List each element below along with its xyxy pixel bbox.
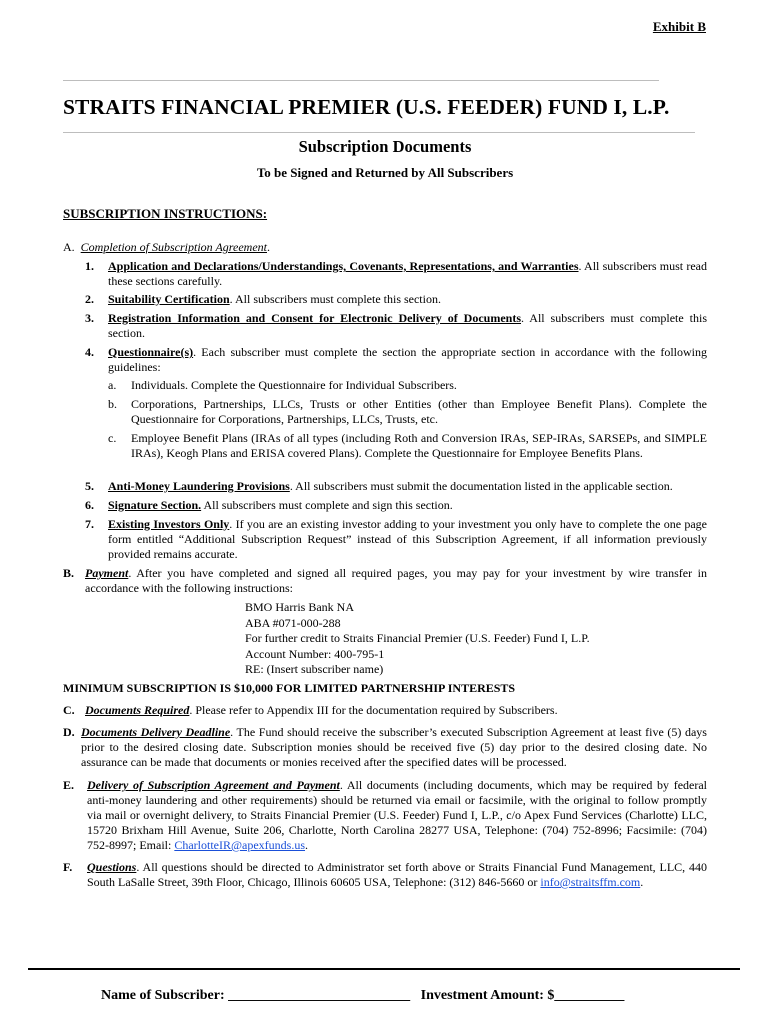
footer-signature-line[interactable]: Name of Subscriber: __________________________ Investment Amount: $__________ [101, 988, 625, 1003]
document-subtitle: Subscription Documents [298, 137, 472, 156]
item-title: Existing Investors Only [108, 517, 230, 531]
footer-divider [28, 968, 740, 970]
section-e-text: . All documents (including documents, which may be required by federal anti-money laundering and other requirements) should be returned via email or facsimile, with the original to follow promptly via mail or overnight delivery, to Straits Financial Premier (U.S. Feeder) Fund I, L.P., c/o Apex Fund Services (Charlotte) LLC, 15720 Brixham Hill Avenue, Suite 206, Charlotte, North Carolina 28277 USA, Telephone: (704) 752-8996; Facsimile: (704) 752-8997; Email: [87, 778, 707, 852]
item-title: Signature Section. [108, 498, 202, 512]
wire-line: Account Number: 400-795-1 [245, 646, 385, 661]
section-e [63, 778, 707, 853]
item-text: . All subscribers must read these sections carefully. [108, 259, 707, 288]
subitem-letter: a. [108, 378, 117, 392]
section-a-item-1 [85, 259, 707, 289]
section-f-label: F. [63, 860, 73, 874]
top-divider [63, 80, 659, 81]
wire-line: RE: (Insert subscriber name) [245, 662, 384, 676]
item-number: 7. [85, 517, 94, 531]
section-b-label: B. [63, 566, 75, 580]
subitem-text: Employee Benefit Plans (IRAs of all types (including Roth and Conversion IRAs, SEP-IRAs, SARSEPs, and SIMPLE IRAs), Keogh Plans and ERISA covered Plans). Complete the Questionnaire for Employee Benefits Plans. [131, 431, 707, 460]
exhibit-label: Exhibit B [652, 19, 706, 34]
item-number: 2. [85, 292, 94, 306]
item-number: 1. [85, 259, 94, 273]
section-e-end: . [305, 838, 309, 852]
section-a-subitem-b [108, 397, 707, 427]
section-d-label: D. [63, 725, 75, 739]
section-c-text: . Please refer to Appendix III for the documentation required by Subscribers. [189, 703, 558, 717]
section-a-item-7 [85, 517, 707, 562]
subitem-letter: c. [108, 431, 117, 445]
section-c-title: Documents Required [85, 703, 190, 717]
section-e-title: Delivery of Subscription Agreement and Payment [87, 778, 340, 792]
item-title: Suitability Certification [108, 292, 230, 306]
section-a-item-3 [85, 311, 707, 341]
subitem-text: Corporations, Partnerships, LLCs, Trusts or other Entities (other than Employee Benefit Plans). Complete the Questionnaire for Corporations, Partnerships, LLCs, Trusts, etc. [131, 397, 707, 426]
wire-line: BMO Harris Bank NA [245, 600, 354, 614]
instructions-heading: SUBSCRIPTION INSTRUCTIONS: [63, 206, 268, 221]
section-f [63, 860, 707, 890]
item-title: Questionnaire(s) [108, 345, 194, 359]
item-number: 6. [85, 498, 94, 512]
item-text: . Each subscriber must complete the section the appropriate section in accordance with the following guidelines: [108, 345, 707, 374]
item-text: . If you are an existing investor adding to your investment you only have to complete the one page form entitled “Additional Subscription Request” instead of this Subscription Agreement, if all information previously provided remains accurate. [108, 517, 707, 561]
section-a-title: Completion of Subscription Agreement [80, 240, 267, 254]
document-title: STRAITS FINANCIAL PREMIER (U.S. FEEDER) FUND I, L.P. [63, 95, 670, 119]
section-a-item-6 [85, 498, 707, 513]
section-a-subitem-a [108, 378, 707, 393]
section-d-title: Documents Delivery Deadline [81, 725, 231, 739]
section-a-label: A. [63, 240, 75, 254]
section-b [63, 566, 707, 596]
item-text: . All subscribers must complete this section. [229, 292, 441, 306]
section-f-text: . All questions should be directed to Administrator set forth above or Straits Financial Fund Management, LLC, 440 South LaSalle Street, 39th Floor, Chicago, Illinois 60605 USA, Telephone: (312) 846-5660 or [87, 860, 707, 889]
item-number: 5. [85, 479, 94, 493]
title-divider [63, 132, 695, 133]
wire-line: ABA #071-000-288 [245, 615, 341, 630]
section-f-title: Questions [87, 860, 137, 874]
section-e-label: E. [63, 778, 75, 792]
item-number: 3. [85, 311, 94, 325]
wire-line: For further credit to Straits Financial Premier (U.S. Feeder) Fund I, L.P. [245, 631, 590, 645]
section-a-item-4 [85, 345, 707, 375]
document-instruction-line: To be Signed and Returned by All Subscribers [256, 165, 514, 180]
section-a-subitem-c [108, 431, 707, 461]
section-a-item-2 [85, 292, 707, 307]
section-b-text: . After you have completed and signed all required pages, you may pay for your investment by wire transfer in accordance with the following instructions: [85, 566, 707, 595]
section-a-item-5 [85, 479, 707, 494]
subitem-text: Individuals. Complete the Questionnaire for Individual Subscribers. [131, 378, 457, 392]
section-b-title: Payment [85, 566, 129, 580]
section-e-email-link[interactable]: CharlotteIR@apexfunds.us [174, 838, 306, 852]
section-d [63, 725, 707, 770]
item-title: Registration Information and Consent for Electronic Delivery of Documents [108, 311, 521, 325]
minimum-subscription-notice: MINIMUM SUBSCRIPTION IS $10,000 FOR LIMITED PARTNERSHIP INTERESTS [63, 681, 516, 695]
item-text: . All subscribers must complete this section. [108, 311, 707, 340]
subitem-letter: b. [108, 397, 117, 411]
section-c [63, 703, 707, 718]
section-a-heading: A. Completion of Subscription Agreement. [63, 240, 270, 254]
item-title: Anti-Money Laundering Provisions [108, 479, 290, 493]
wire-instructions [245, 600, 590, 678]
section-f-email-link[interactable]: info@straitsffm.com [540, 875, 641, 889]
item-number: 4. [85, 345, 94, 359]
item-text: . All subscribers must submit the documentation listed in the applicable section. [289, 479, 673, 493]
section-f-end: . [640, 875, 644, 889]
section-d-text: . The Fund should receive the subscriber’s executed Subscription Agreement at least five (5) days prior to the desired closing date. Subscription monies should be received five (5) day prior to the desired closing date. No assurance can be made that documents or monies received after the specified dates will be processed. [81, 725, 707, 769]
item-text: All subscribers must complete and sign this section. [201, 498, 453, 512]
item-title: Application and Declarations/Understandings, Covenants, Representations, and Warranties [108, 259, 579, 273]
section-c-label: C. [63, 703, 75, 717]
